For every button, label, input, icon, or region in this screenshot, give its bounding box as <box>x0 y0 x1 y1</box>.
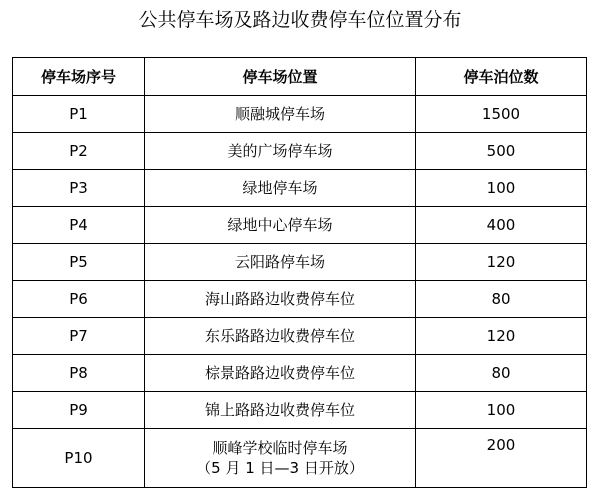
table-row <box>13 355 587 392</box>
cell-id: P9 <box>13 392 145 429</box>
cell-spaces: 100 <box>416 392 587 429</box>
cell-location: 海山路路边收费停车位 <box>145 281 416 318</box>
cell-location: 云阳路停车场 <box>145 244 416 281</box>
table-row <box>13 318 587 355</box>
cell-id: P10 <box>13 429 145 488</box>
table-row <box>13 244 587 281</box>
table-row <box>13 281 587 318</box>
parking-table <box>12 57 587 488</box>
table-row <box>13 133 587 170</box>
cell-id: P8 <box>13 355 145 392</box>
table-row <box>13 429 587 488</box>
cell-location: 绿地停车场 <box>145 170 416 207</box>
cell-location-name: 顺峰学校临时停车场 <box>212 439 348 457</box>
cell-location: 顺融城停车场 <box>145 96 416 133</box>
table-row <box>13 392 587 429</box>
cell-id: P2 <box>13 133 145 170</box>
cell-id: P3 <box>13 170 145 207</box>
table-header-row <box>13 58 587 96</box>
cell-spaces: 1500 <box>416 96 587 133</box>
cell-spaces: 80 <box>416 281 587 318</box>
cell-location: 绿地中心停车场 <box>145 207 416 244</box>
cell-spaces: 120 <box>416 318 587 355</box>
page-title: 公共停车场及路边收费停车位位置分布 <box>138 9 462 31</box>
cell-id: P6 <box>13 281 145 318</box>
cell-location: 东乐路路边收费停车位 <box>145 318 416 355</box>
table-row <box>13 207 587 244</box>
header-location: 停车场位置 <box>145 58 416 96</box>
header-id: 停车场序号 <box>13 58 145 96</box>
cell-location: 锦上路路边收费停车位 <box>145 392 416 429</box>
cell-location: 棕景路路边收费停车位 <box>145 355 416 392</box>
table-row <box>13 170 587 207</box>
cell-id: P7 <box>13 318 145 355</box>
cell-spaces: 100 <box>416 170 587 207</box>
cell-id: P4 <box>13 207 145 244</box>
header-spaces: 停车泊位数 <box>416 58 587 96</box>
cell-spaces: 500 <box>416 133 587 170</box>
cell-spaces: 120 <box>416 244 587 281</box>
cell-spaces: 200 <box>416 429 587 488</box>
cell-spaces: 80 <box>416 355 587 392</box>
cell-id: P5 <box>13 244 145 281</box>
cell-location: 美的广场停车场 <box>145 133 416 170</box>
cell-id: P1 <box>13 96 145 133</box>
cell-location <box>145 429 416 488</box>
cell-spaces: 400 <box>416 207 587 244</box>
cell-location-note: （5 月 1 日—3 日开放） <box>196 459 364 477</box>
table-row <box>13 96 587 133</box>
